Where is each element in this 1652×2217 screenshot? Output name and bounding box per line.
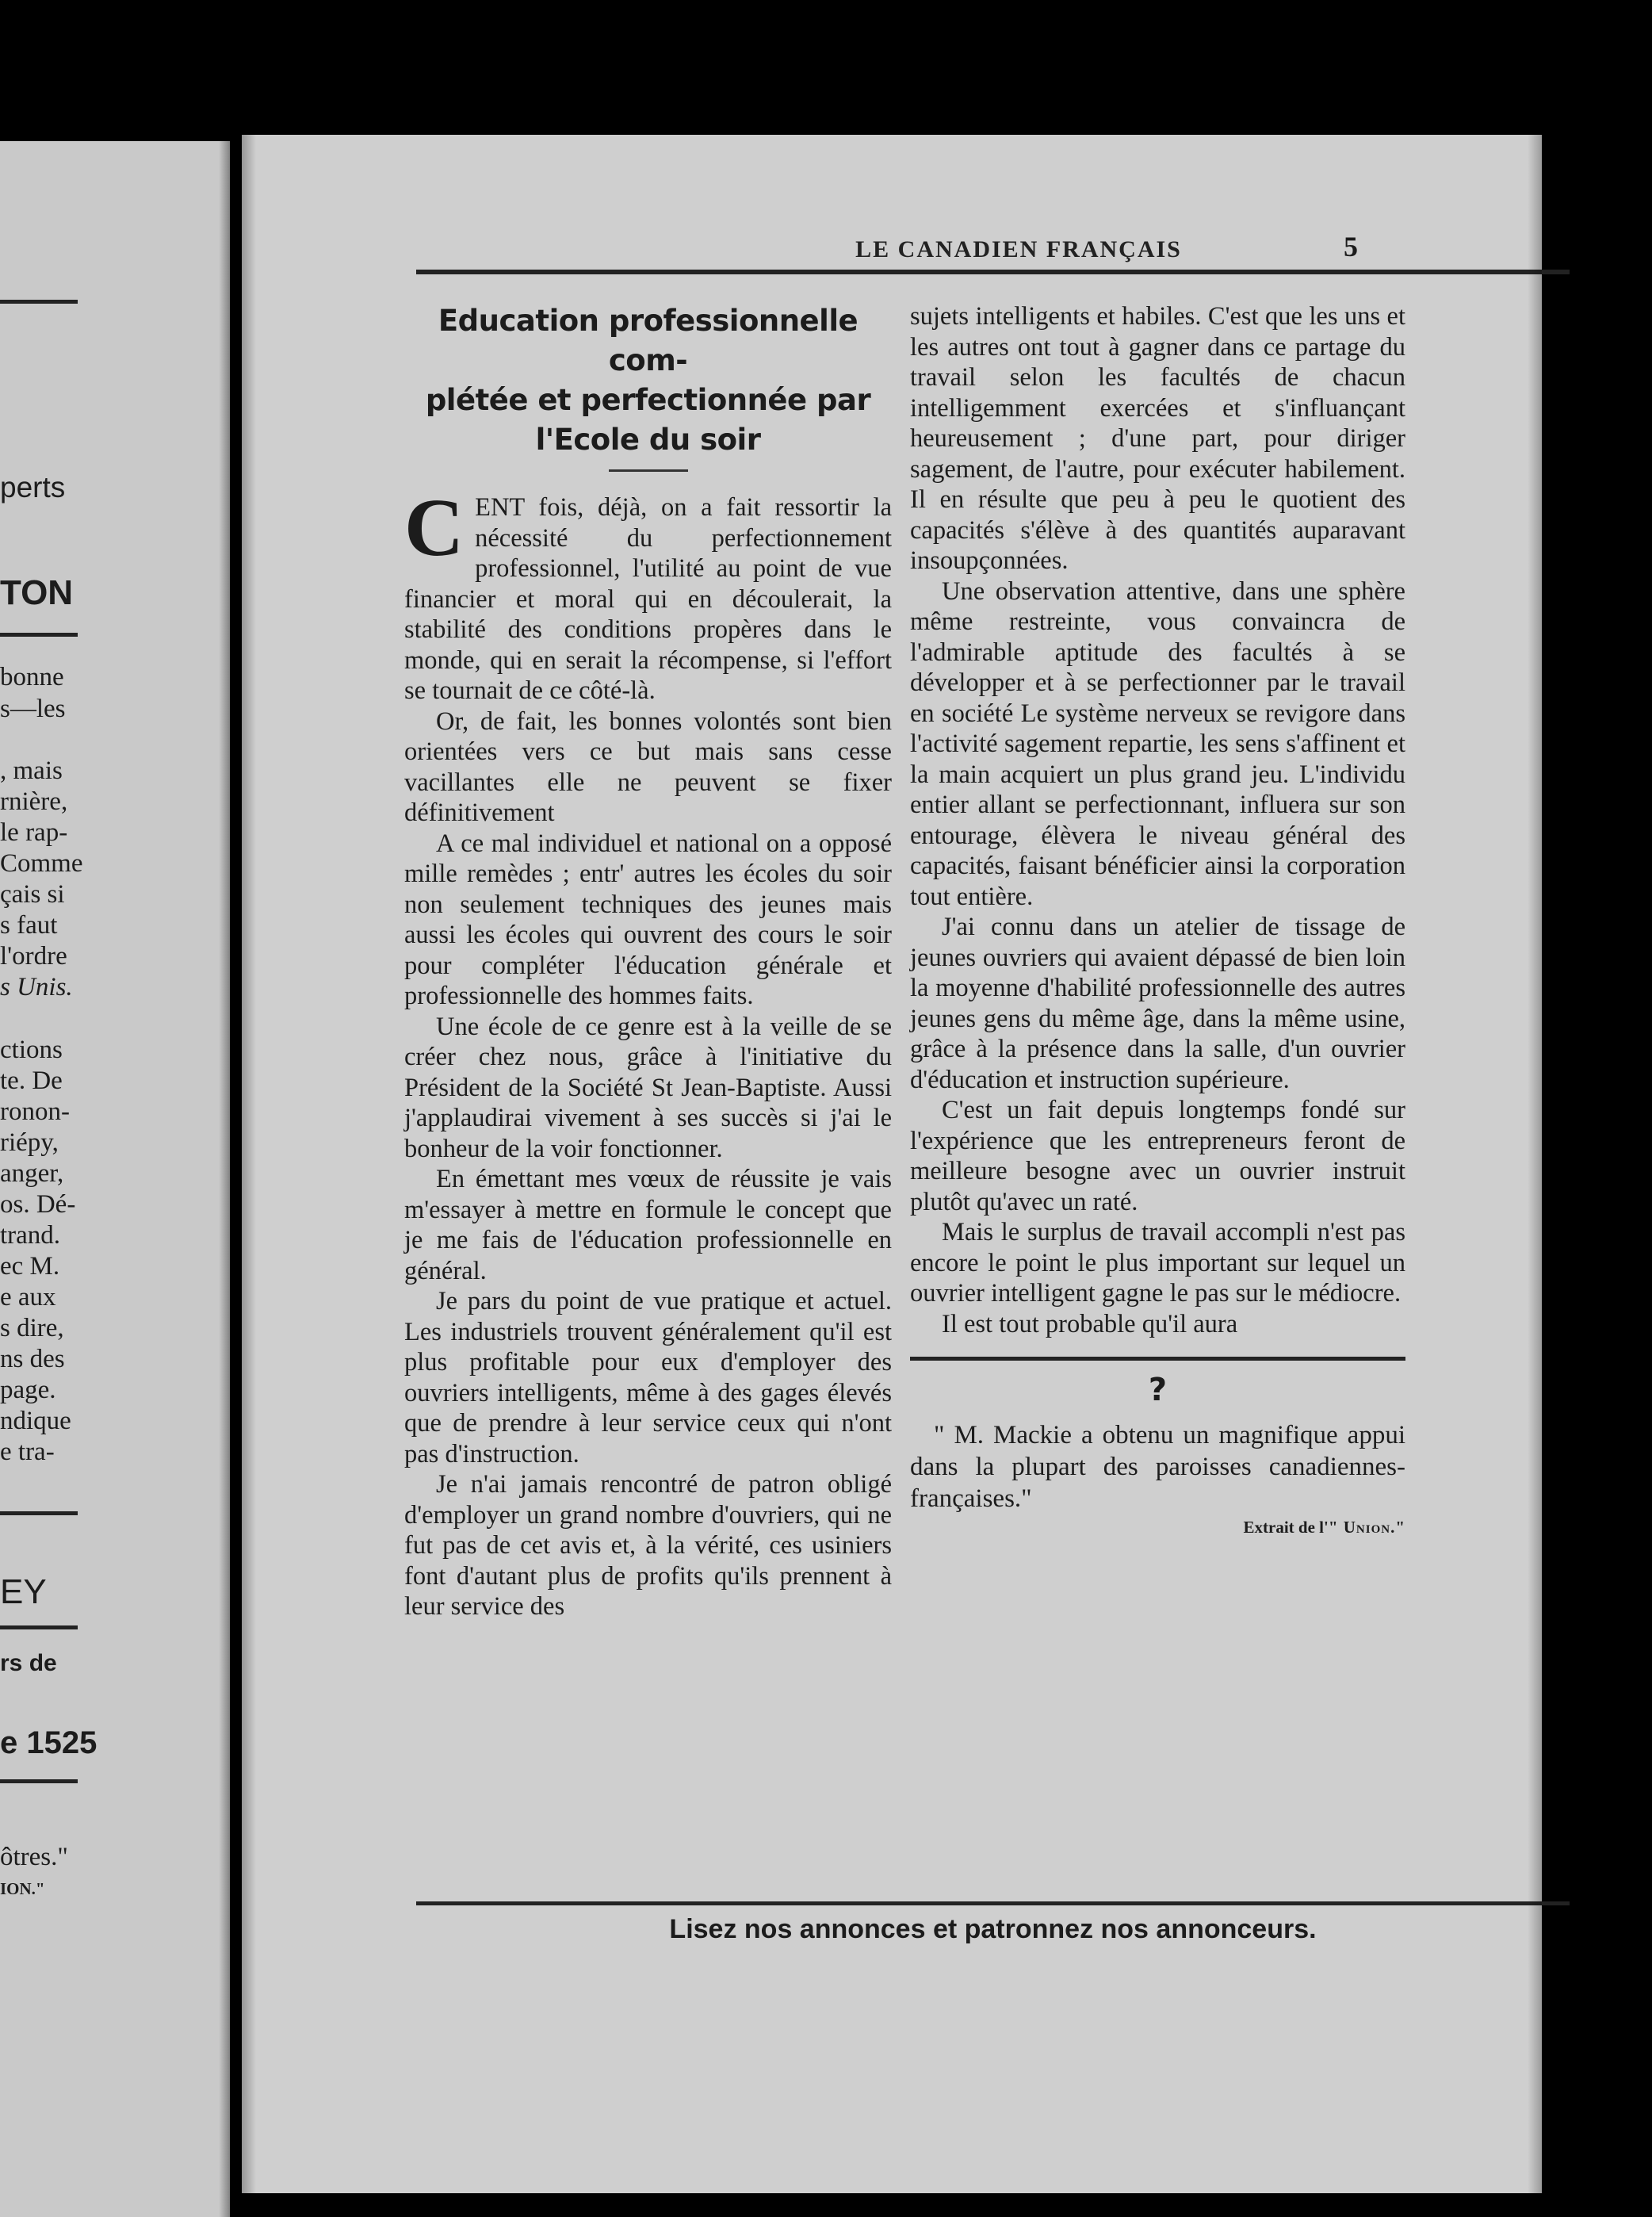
left-page-text: perts <box>0 471 66 504</box>
title-divider <box>609 469 688 472</box>
left-page-text: ctions <box>0 1036 63 1064</box>
article-paragraph: En émettant mes vœux de réussite je vais m'essayer à mettre en formule le concept que je me fais de l'éducation professionnelle en général. <box>404 1165 892 1285</box>
left-page-text: EY <box>0 1572 47 1611</box>
article-paragraph: J'ai connu dans un atelier de tissage de jeunes ouvriers qui avaient dépassé de bien loin la moyenne d'habilité professionnelle des autres jeunes gens du même âge, dans la même usine, grâce à la présence dans la salle, d'un ouvrier d'éducation et instruction supérieure. <box>910 913 1405 1094</box>
left-page-text: le rap- <box>0 818 68 847</box>
left-page-text: çais si <box>0 880 65 909</box>
article-title-line: l'Ecole du soir <box>535 423 761 457</box>
question-mark: ? <box>1148 1372 1168 1408</box>
page-number: 5 <box>1344 231 1358 262</box>
left-page-text: e tra- <box>0 1438 55 1466</box>
article-paragraph: Une école de ce genre est à la veille de se créer chez nous, grâce à l'initiative du Président de la Société St Jean-Baptiste. Aussi j'applaudirai vivement à ses succès si j'ai le bonheur de la voir fonctionner. <box>404 1012 892 1163</box>
left-page-text: te. De <box>0 1066 63 1095</box>
attribution-source: " Union." <box>1328 1518 1405 1537</box>
quote-attribution <box>910 1518 1405 1537</box>
left-page-text: ec M. <box>0 1252 60 1281</box>
quote-text: " M. Mackie a obtenu un magnifique appui dans la plupart des paroisses canadiennes-françaises." <box>910 1421 1405 1513</box>
left-page-text: e 1525 <box>0 1725 98 1760</box>
left-page-rule <box>0 300 78 304</box>
left-page-text: os. Dé- <box>0 1190 76 1219</box>
article-paragraph: Je n'ai jamais rencontré de patron obligé d'employer un grand nombre d'ouvriers, qui ne fut pas de cet avis et, à la vérité, ces usiniers font d'autant plus de profits qu'ils prennent à leur service des <box>404 1470 892 1621</box>
article-paragraph: sujets intelligents et habiles. C'est que les uns et les autres ont tout à gagner dans ce partage du travail selon les facultés de chacun intelligemment exercées et s'influançant heureusement ; d'une part, pour diriger sagement, de l'autre, pour exécuter habilement. Il en résulte que peu à peu le quotient des capacités s'élève à des quantités auparavant insoupçonnées. <box>910 302 1405 575</box>
left-page-rule <box>0 1625 78 1629</box>
left-page-text: ION." <box>0 1879 45 1898</box>
attribution-prefix: Extrait de l' <box>1243 1518 1329 1537</box>
article-paragraph <box>404 482 892 706</box>
header-rule <box>416 270 1570 274</box>
left-page-text: ndique <box>0 1407 71 1435</box>
article-paragraph: A ce mal individuel et national on a opposé mille remèdes ; entr' autres les écoles du soir non seulement techniques des jeunes mais aussi les écoles qui ouvrent des cours le soir pour compléter l'éducation générale et professionnelle des hommes faits. <box>404 829 892 1010</box>
left-page-text: s dire, <box>0 1314 64 1342</box>
left-page-text: Comme <box>0 849 83 878</box>
left-page-text: TON <box>0 573 74 612</box>
left-page-text: ronon- <box>0 1097 70 1126</box>
article-paragraph: Or, de fait, les bonnes volontés sont bien orientées vers ce but mais sans cesse vacillantes elle ne peuvent se fixer définitivement <box>404 706 892 827</box>
left-page-text: e aux <box>0 1283 56 1311</box>
magazine-page <box>242 135 1542 2193</box>
left-page-text: , mais <box>0 756 63 785</box>
running-head: LE CANADIEN FRANÇAIS <box>855 236 1182 262</box>
left-page-text: ns des <box>0 1345 65 1373</box>
left-page-text: rnière, <box>0 787 68 816</box>
article-title-line: Education professionnelle com- <box>438 304 859 377</box>
left-page-text: ôtres." <box>0 1843 68 1871</box>
left-page-fragment <box>0 141 230 2217</box>
left-page-text: bonne <box>0 663 64 691</box>
left-page-text: anger, <box>0 1159 64 1188</box>
article-paragraph: Mais le surplus de travail accompli n'est pas encore le point le plus important sur lequel un ouvrier intelligent gagne le pas sur le médiocre. <box>910 1218 1405 1308</box>
article-paragraph: Il est tout probable qu'il aura <box>942 1309 1238 1338</box>
article-paragraph: Une observation attentive, dans une sphère même restreinte, vous convaincra de l'admirable aptitude des facultés à se développer et à se perfectionner par le travail en société Le système nerveux se revigore dans l'activité sagement repartie, les sens s'affinent et la main acquiert un plus grand jeu. L'individu entier allant se perfectionnant, influera sur son entourage, élèvera le niveau général des capacités, faisant bénéficier ainsi la corporation tout entière. <box>910 576 1405 911</box>
left-page-text: s—les <box>0 695 66 723</box>
left-column <box>404 301 892 1622</box>
left-page-text: s Unis. <box>0 973 73 1001</box>
footer-slogan: Lisez nos annonces et patronnez nos annonceurs. <box>669 1914 1317 1944</box>
paragraph-text: ENT fois, déjà, on a fait ressortir la nécessité du perfectionnement professionnel, l'utilité au point de vue financier et moral qui en découlerait, la stabilité des conditions propères dans le monde, qui en serait la récompense, si l'effort se tournait de ce côté-là. <box>404 493 892 705</box>
article-paragraph: Je pars du point de vue pratique et actuel. Les industriels trouvent généralement qu'il est plus profitable pour eux d'employer des ouvriers intelligents, même à des gages élevés que de prendre à leur service ceux qui n'ont pas d'instruction. <box>404 1287 892 1468</box>
quote-box-rule <box>910 1357 1405 1361</box>
left-page-text: riépy, <box>0 1128 59 1157</box>
left-page-rule <box>0 633 78 637</box>
left-page-text: page. <box>0 1376 56 1404</box>
left-page-text: l'ordre <box>0 942 67 971</box>
left-page-rule <box>0 1779 78 1783</box>
drop-cap: C <box>404 482 465 573</box>
right-column <box>910 301 1405 1537</box>
left-page-text: s faut <box>0 911 58 940</box>
left-page-text: trand. <box>0 1221 61 1250</box>
article-title <box>404 301 892 460</box>
left-page-rule <box>0 1511 78 1515</box>
article-paragraph: C'est un fait depuis longtemps fondé sur l'expérience que les entrepreneurs feront de meilleure besogne avec un ouvrier instruit plutôt qu'avec un raté. <box>910 1096 1405 1216</box>
article-title-line: plétée et perfectionnée par <box>425 383 871 417</box>
footer-rule <box>416 1901 1570 1905</box>
left-page-text: rs de <box>0 1650 57 1676</box>
